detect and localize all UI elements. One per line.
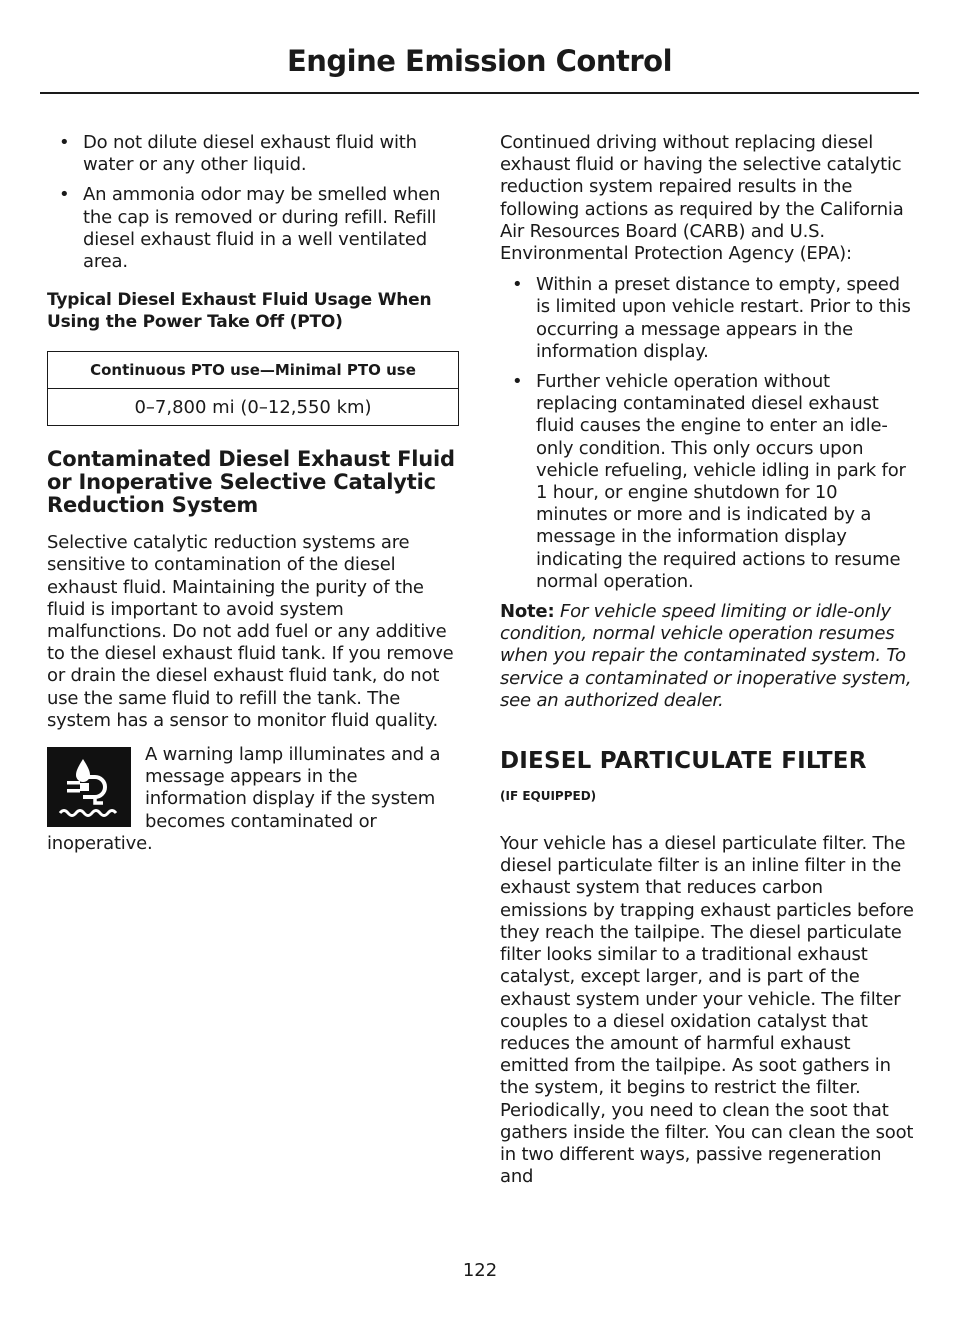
usage-table-value: 0–7,800 mi (0–12,550 km) [48, 389, 459, 426]
warning-lamp-text: A warning lamp illuminates and a message appears in the information display if the system becomes contaminated or inoperative. [47, 744, 441, 854]
def-warning-icon [47, 747, 131, 827]
warning-lamp-block [47, 744, 459, 855]
list-item: • Within a preset distance to empty, speed is limited upon vehicle restart. Prior to this occurring a message appears in the information display. [500, 274, 914, 363]
contamination-body: Selective catalytic reduction systems are sensitive to contamination of the diesel exhaust fluid. Maintaining the purity of the fluid is important to avoid system malfunctions. Do not add fuel or any additive to the diesel exhaust fluid tank. If you remove or drain the diesel exhaust fluid tank, do not use the same fluid to refill the tank. The system has a sensor to monitor fluid quality. [47, 532, 454, 731]
continued-driving-intro: Continued driving without replacing diesel exhaust fluid or having the selective catalytic reduction system repaired results in the following actions as required by the California Air Resources Board (CARB) and U.S. Environmental Protection Agency (EPA): [500, 132, 904, 265]
list-item: • Do not dilute diesel exhaust fluid with water or any other liquid. [47, 132, 459, 176]
dpf-body: Your vehicle has a diesel particulate filter. The diesel particulate filter is an inline filter in the exhaust system that reduces carbon emissions by trapping exhaust particles before they reach the tailpipe. The diesel particulate filter looks similar to a traditional exhaust catalyst, except larger, and is part of the exhaust system under your vehicle. The filter couples to a diesel oxidation catalyst that reduces the amount of harmful exhaust emitted from the tailpipe. As soot gathers in the system, it begins to restrict the filter. Periodically, you need to clean the soot that gathers inside the filter. You can clean the soot in two different ways, passive regeneration and [500, 833, 914, 1188]
page-number: 122 [462, 1260, 498, 1281]
right-column [500, 132, 914, 1188]
dpf-if-equipped: (IF EQUIPPED) [500, 789, 597, 804]
usage-table-header: Continuous PTO use—Minimal PTO use [48, 352, 459, 389]
note [500, 601, 914, 712]
contamination-heading: Contaminated Diesel Exhaust Fluid or Inoperative Selective Catalytic Reduction System [47, 447, 455, 518]
dpf-title: DIESEL PARTICULATE FILTER [500, 748, 867, 775]
continued-driving-list [500, 274, 914, 593]
page-title: Engine Emission Control [286, 44, 673, 78]
page-header [40, 44, 919, 94]
def-precautions-list [47, 132, 459, 273]
list-item: • An ammonia odor may be smelled when the cap is removed or during refill. Refill diesel exhaust fluid in a well ventilated area. [47, 184, 459, 273]
left-column [47, 132, 459, 855]
note-label: Note: [500, 601, 555, 623]
list-item: • Further vehicle operation without replacing contaminated diesel exhaust fluid causes the engine to enter an idle-only condition. This only occurs upon vehicle refueling, vehicle idling in park for 1 hour, or engine shutdown for 10 minutes or more and is indicated by a message in the information display indicating the required actions to resume normal operation. [500, 371, 914, 593]
note-text: For vehicle speed limiting or idle-only condition, normal vehicle operation resumes when you repair the contaminated system. To service a contaminated or inoperative system, see an authorized dealer. [500, 601, 912, 711]
usage-heading: Typical Diesel Exhaust Fluid Usage When Using the Power Take Off (PTO) [47, 290, 432, 333]
usage-table [47, 351, 459, 426]
